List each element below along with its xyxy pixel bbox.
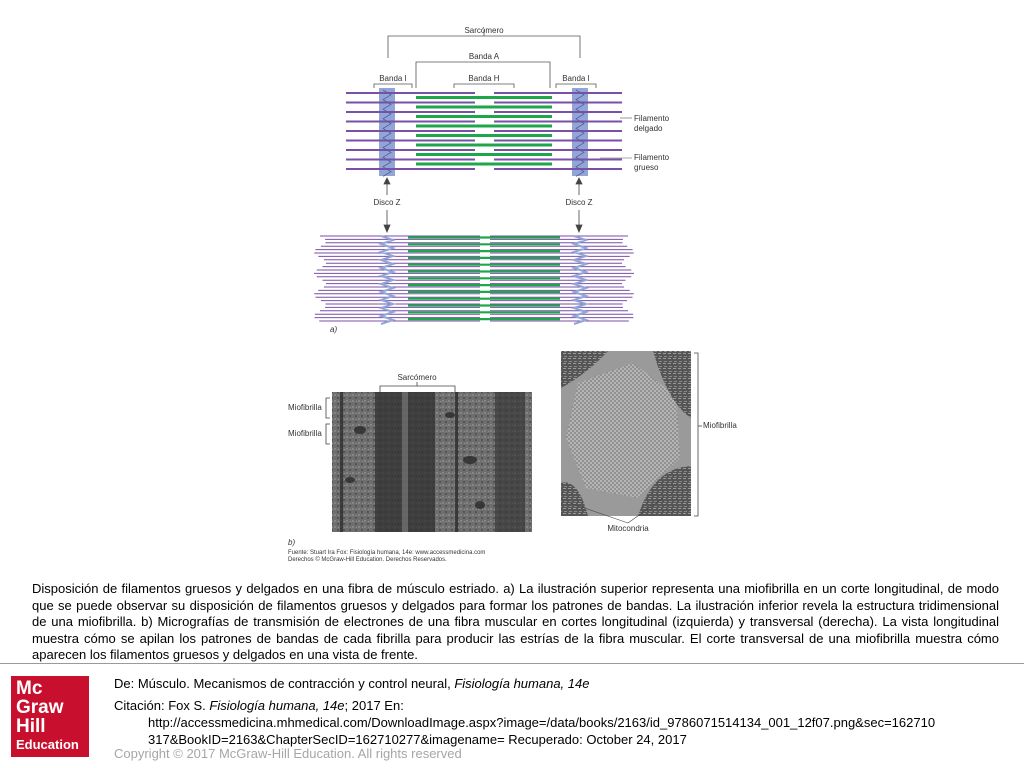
from-book-title: Fisiología humana, 14e: [454, 676, 590, 691]
citation-book-title: Fisiología humana, 14e: [209, 698, 345, 713]
myofibril-label-1: Miofibrilla: [288, 403, 322, 412]
myofibril-right-label: Miofibrilla: [703, 421, 737, 430]
logo-line-2: Graw: [16, 697, 64, 718]
citation: [114, 697, 404, 714]
z-disc-right-label: Disco Z: [565, 198, 593, 207]
citation-url-line-1[interactable]: http://accessmedicina.mhmedical.com/DownloadImage.aspx?image=/data/books/2163/id_9786071514134_001_12f07.png&sec=162710: [148, 715, 936, 730]
figure-source-note: [288, 550, 485, 564]
part-a-label: a): [330, 325, 338, 334]
logo-line-1: Mc: [16, 678, 43, 699]
thick-filament-label-2: grueso: [634, 163, 659, 172]
citation-url-line-2[interactable]: 317&BookID=2163&ChapterSecID=162710277&imagename= Recuperado: October 24, 2017: [148, 732, 687, 747]
i-band-right-label: Banda I: [562, 74, 590, 83]
source-line-1: Fuente: Stuart Ira Fox: Fisiología humana, 14e: www.accessmedicina.com: [288, 550, 486, 556]
z-disc-left-label: Disco Z: [373, 198, 401, 207]
myofibril-label-2: Miofibrilla: [288, 429, 322, 438]
source-from: [114, 675, 589, 692]
logo-line-3: Hill: [16, 716, 46, 737]
copyright: Copyright © 2017 McGraw-Hill Education. All rights reserved: [114, 746, 462, 761]
a-band-label: Banda A: [468, 52, 500, 61]
h-band-label: Banda H: [468, 74, 500, 83]
thin-filament-label-2: delgado: [634, 124, 663, 133]
sarcomere-diagram: [0, 0, 1024, 345]
source-line-2: Derechos © McGraw-Hill Education. Derechos Reservados.: [288, 557, 447, 563]
figure-caption: Disposición de filamentos gruesos y delgados en una fibra de músculo estriado. a) La ilustración superior representa una miofibrilla en un corte longitudinal, de modo que se puede observar su disposición de filamentos gruesos y delgados para formar los patrones de bandas. La ilustración inferior revela la estructura tridimensional de una miofibrilla. b) Micrografías de transmisión de electrones de una fibra muscular en cortes longitudinal (izquierda) y transversal (derecha). La vista longitudinal muestra cómo se apilan los patrones de bandas de cada fibrilla para producir las estrías de la fibra muscular. El corte transversal de una miofibrilla muestra cómo aparecen los filamentos gruesos y delgados en una vista de frente.: [32, 581, 999, 662]
part-b-label: b): [288, 538, 296, 547]
mitochondria-label: Mitocondria: [607, 524, 649, 533]
logo-line-4: Education: [16, 737, 79, 752]
sarcomere-label: Sarcómero: [464, 26, 504, 35]
divider: [0, 663, 1024, 664]
from-prefix: De: Músculo. Mecanismos de contracción y control neural,: [114, 676, 455, 691]
thin-filament-label-1: Filamento: [634, 114, 670, 123]
citation-prefix: Citación: Fox S.: [114, 698, 210, 713]
thick-filament-label-1: Filamento: [634, 153, 670, 162]
filament-bundle-3d: [314, 236, 634, 324]
i-band-brackets: [374, 84, 596, 88]
sarcomere-b-label: Sarcómero: [397, 373, 437, 382]
z-disc-arrows: [384, 178, 582, 232]
micrograph-transverse: [558, 348, 748, 533]
mcgraw-hill-logo: [11, 676, 89, 757]
citation-suffix: ; 2017 En:: [344, 698, 404, 713]
micrograph-longitudinal: [280, 370, 540, 550]
i-band-left-label: Banda I: [379, 74, 407, 83]
